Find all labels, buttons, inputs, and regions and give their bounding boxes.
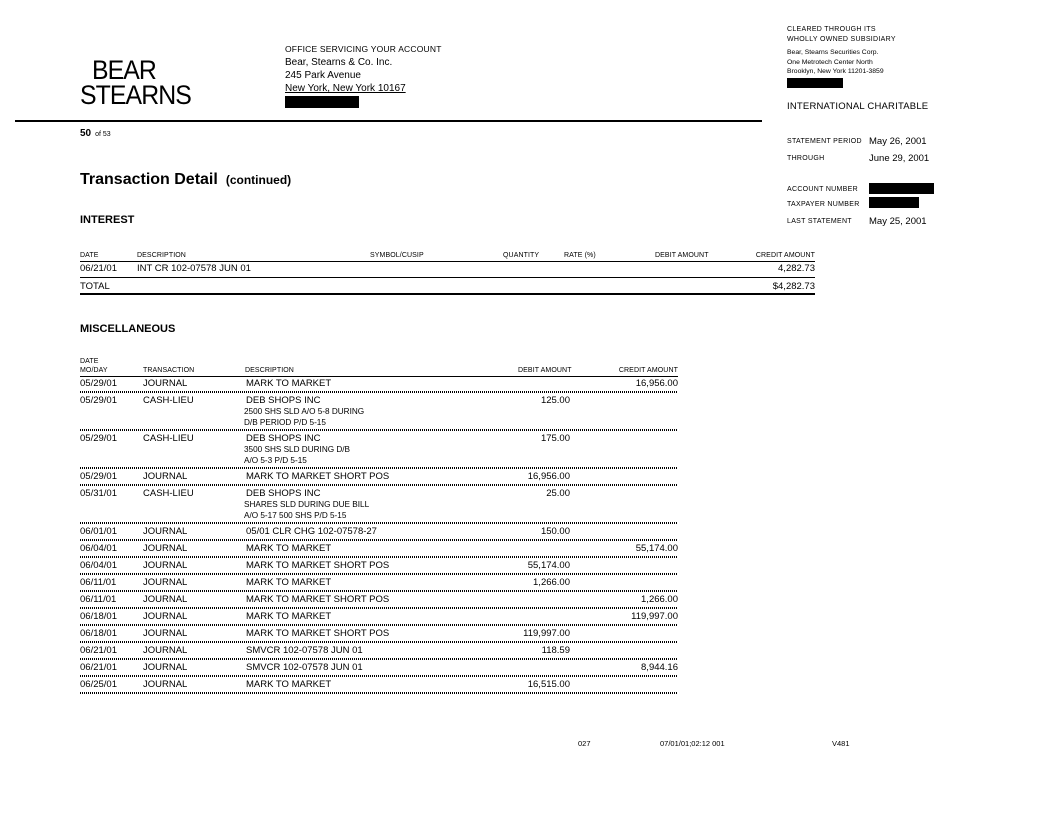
misc-row-description: MARK TO MARKET (246, 543, 332, 554)
col-debit: DEBIT AMOUNT (518, 367, 572, 374)
logo-line-1: BEAR (91, 55, 156, 85)
misc-row-date: 06/01/01 (80, 526, 117, 537)
row-divider (80, 539, 678, 541)
misc-row-description: MARK TO MARKET SHORT POS (246, 594, 390, 605)
through-label: THROUGH (787, 155, 825, 162)
misc-row-transaction: JOURNAL (143, 577, 188, 588)
title-main: Transaction Detail (80, 171, 218, 188)
redaction-bar (869, 197, 919, 208)
misc-row-description: MARK TO MARKET (246, 679, 332, 690)
misc-row-date: 05/29/01 (80, 433, 117, 444)
misc-row-description: MARK TO MARKET (246, 577, 332, 588)
statement-period-label: STATEMENT PERIOD (787, 138, 862, 145)
misc-row-date: 06/25/01 (80, 679, 117, 690)
page-number (80, 128, 111, 139)
misc-row-detail-1: 2500 SHS SLD A/O 5-8 DURING (244, 407, 365, 416)
bear-stearns-logo (80, 55, 191, 110)
office-label: OFFICE SERVICING YOUR ACCOUNT (285, 44, 442, 54)
misc-row-transaction: JOURNAL (143, 543, 188, 554)
misc-row-transaction: JOURNAL (143, 594, 188, 605)
misc-row-transaction: JOURNAL (143, 628, 188, 639)
subsidiary-city: Brooklyn, New York 11201-3859 (787, 68, 884, 75)
cleared-line-2: WHOLLY OWNED SUBSIDIARY (787, 35, 896, 43)
misc-row-date: 06/18/01 (80, 628, 117, 639)
misc-row-detail-2: D/B PERIOD P/D 5-15 (244, 418, 326, 427)
table-rule (80, 293, 815, 295)
subsidiary-street: One Metrotech Center North (787, 58, 873, 66)
office-city: New York, New York 10167 (285, 83, 406, 94)
misc-row-date: 05/29/01 (80, 395, 117, 406)
misc-row-transaction: JOURNAL (143, 645, 188, 656)
account-number-label: ACCOUNT NUMBER (787, 186, 858, 193)
interest-row-credit: 4,282.73 (778, 263, 815, 274)
misc-row-debit: 118.59 (541, 645, 570, 656)
misc-row-credit: 8,944.16 (641, 662, 678, 673)
misc-row-description: 05/01 CLR CHG 102-07578-27 (246, 526, 377, 537)
row-divider (80, 391, 678, 393)
interest-total-credit: $4,282.73 (772, 281, 815, 292)
interest-total-label: TOTAL (80, 281, 110, 292)
col-credit: CREDIT AMOUNT (618, 367, 678, 374)
misc-row-date: 05/31/01 (80, 488, 117, 499)
misc-row-date: 06/11/01 (80, 577, 117, 588)
misc-row-date: 05/29/01 (80, 471, 117, 482)
cleared-line-1: CLEARED THROUGH ITS (787, 26, 876, 33)
interest-row-description: INT CR 102-07578 JUN 01 (137, 263, 251, 274)
row-divider (80, 624, 678, 626)
misc-row-date: 06/18/01 (80, 611, 117, 622)
misc-row-transaction: JOURNAL (143, 611, 188, 622)
misc-row-credit: 119,997.00 (631, 611, 678, 622)
account-holder-name: INTERNATIONAL CHARITABLE (787, 101, 929, 112)
misc-row-date: 06/04/01 (80, 560, 117, 571)
row-divider (80, 675, 678, 677)
misc-row-detail-2: A/O 5-3 P/D 5-15 (244, 456, 307, 465)
title-suffix: (continued) (225, 173, 292, 187)
interest-heading: INTEREST (80, 214, 135, 226)
misc-row-debit: 175.00 (540, 433, 570, 444)
misc-row-transaction: JOURNAL (143, 378, 188, 389)
misc-row-transaction: JOURNAL (143, 526, 188, 537)
page-title (80, 171, 291, 189)
page-total: of 53 (95, 131, 111, 138)
statement-period-end: June 29, 2001 (869, 153, 930, 164)
misc-row-transaction: JOURNAL (143, 560, 188, 571)
footer-timestamp: 07/01/01;02:12 001 (660, 739, 725, 748)
row-divider (80, 556, 678, 558)
subsidiary-name: Bear, Stearns Securities Corp. (787, 49, 879, 56)
footer-code-2: V481 (832, 739, 850, 748)
misc-row-date: 06/11/01 (80, 594, 117, 605)
row-divider (80, 590, 678, 592)
col-date: DATE (80, 252, 99, 259)
office-street: 245 Park Avenue (285, 70, 361, 81)
misc-row-debit: 1,266.00 (533, 577, 570, 588)
redaction-bar (787, 78, 843, 88)
row-divider (80, 429, 678, 431)
misc-row-transaction: JOURNAL (143, 471, 188, 482)
col-transaction: TRANSACTION (143, 367, 195, 374)
misc-row-transaction: CASH-LIEU (143, 488, 194, 499)
office-address (285, 43, 442, 108)
col-debit: DEBIT AMOUNT (655, 252, 709, 259)
misc-row-transaction: JOURNAL (143, 679, 188, 690)
row-divider (80, 573, 678, 575)
misc-row-description: MARK TO MARKET (246, 378, 332, 389)
misc-row-description: MARK TO MARKET SHORT POS (246, 560, 390, 571)
row-divider (80, 467, 678, 469)
col-date-bottom: MO/DAY (80, 367, 108, 374)
office-name: Bear, Stearns & Co. Inc. (285, 57, 393, 68)
misc-row-transaction: CASH-LIEU (143, 433, 194, 444)
taxpayer-number-label: TAXPAYER NUMBER (787, 201, 860, 208)
col-credit: CREDIT AMOUNT (755, 252, 815, 259)
misc-row-description: SMVCR 102-07578 JUN 01 (246, 645, 363, 656)
col-rate: RATE (%) (564, 252, 596, 259)
misc-row-debit: 16,956.00 (527, 471, 570, 482)
misc-row-date: 06/21/01 (80, 662, 117, 673)
last-statement-label: LAST STATEMENT (787, 218, 852, 225)
footer-code-1: 027 (578, 739, 591, 748)
interest-row-date: 06/21/01 (80, 263, 117, 274)
last-statement-date: May 25, 2001 (869, 216, 927, 227)
page-current: 50 (80, 128, 92, 139)
misc-row-debit: 16,515.00 (527, 679, 570, 690)
misc-row-description: MARK TO MARKET (246, 611, 332, 622)
redaction-bar (869, 183, 934, 194)
row-divider (80, 522, 678, 524)
misc-row-description: MARK TO MARKET SHORT POS (246, 471, 390, 482)
row-divider (80, 692, 678, 694)
row-divider (80, 484, 678, 486)
misc-row-credit: 55,174.00 (635, 543, 678, 554)
misc-row-detail-1: 3500 SHS SLD DURING D/B (244, 445, 351, 454)
clearing-info (787, 25, 896, 88)
misc-row-date: 06/04/01 (80, 543, 117, 554)
misc-row-detail-1: SHARES SLD DURING DUE BILL (244, 500, 370, 509)
row-divider (80, 658, 678, 660)
header-divider (15, 120, 762, 122)
misc-row-description: DEB SHOPS INC (246, 488, 321, 499)
misc-row-description: SMVCR 102-07578 JUN 01 (246, 662, 363, 673)
col-symbol: SYMBOL/CUSIP (370, 252, 424, 259)
misc-row-description: DEB SHOPS INC (246, 433, 321, 444)
misc-row-debit: 55,174.00 (527, 560, 570, 571)
misc-row-description: MARK TO MARKET SHORT POS (246, 628, 390, 639)
misc-row-date: 05/29/01 (80, 378, 117, 389)
misc-row-debit: 125.00 (540, 395, 570, 406)
logo-line-2: STEARNS (80, 80, 191, 110)
misc-row-credit: 16,956.00 (635, 378, 678, 389)
col-date-top: DATE (80, 358, 99, 365)
table-rule (80, 261, 815, 262)
misc-row-detail-2: A/O 5-17 500 SHS P/D 5-15 (244, 511, 347, 520)
col-description: DESCRIPTION (245, 367, 294, 374)
misc-row-transaction: CASH-LIEU (143, 395, 194, 406)
statement-period-start: May 26, 2001 (869, 136, 927, 147)
misc-heading: MISCELLANEOUS (80, 323, 176, 335)
table-rule (80, 277, 815, 278)
misc-row-debit: 119,997.00 (523, 628, 570, 639)
col-description: DESCRIPTION (137, 252, 186, 259)
misc-row-debit: 150.00 (540, 526, 570, 537)
misc-row-description: DEB SHOPS INC (246, 395, 321, 406)
col-quantity: QUANTITY (503, 252, 540, 259)
redaction-bar (285, 96, 359, 108)
misc-row-credit: 1,266.00 (641, 594, 678, 605)
misc-row-transaction: JOURNAL (143, 662, 188, 673)
row-divider (80, 607, 678, 609)
misc-row-debit: 25.00 (546, 488, 570, 499)
misc-row-date: 06/21/01 (80, 645, 117, 656)
row-divider (80, 641, 678, 643)
table-rule (80, 376, 678, 377)
